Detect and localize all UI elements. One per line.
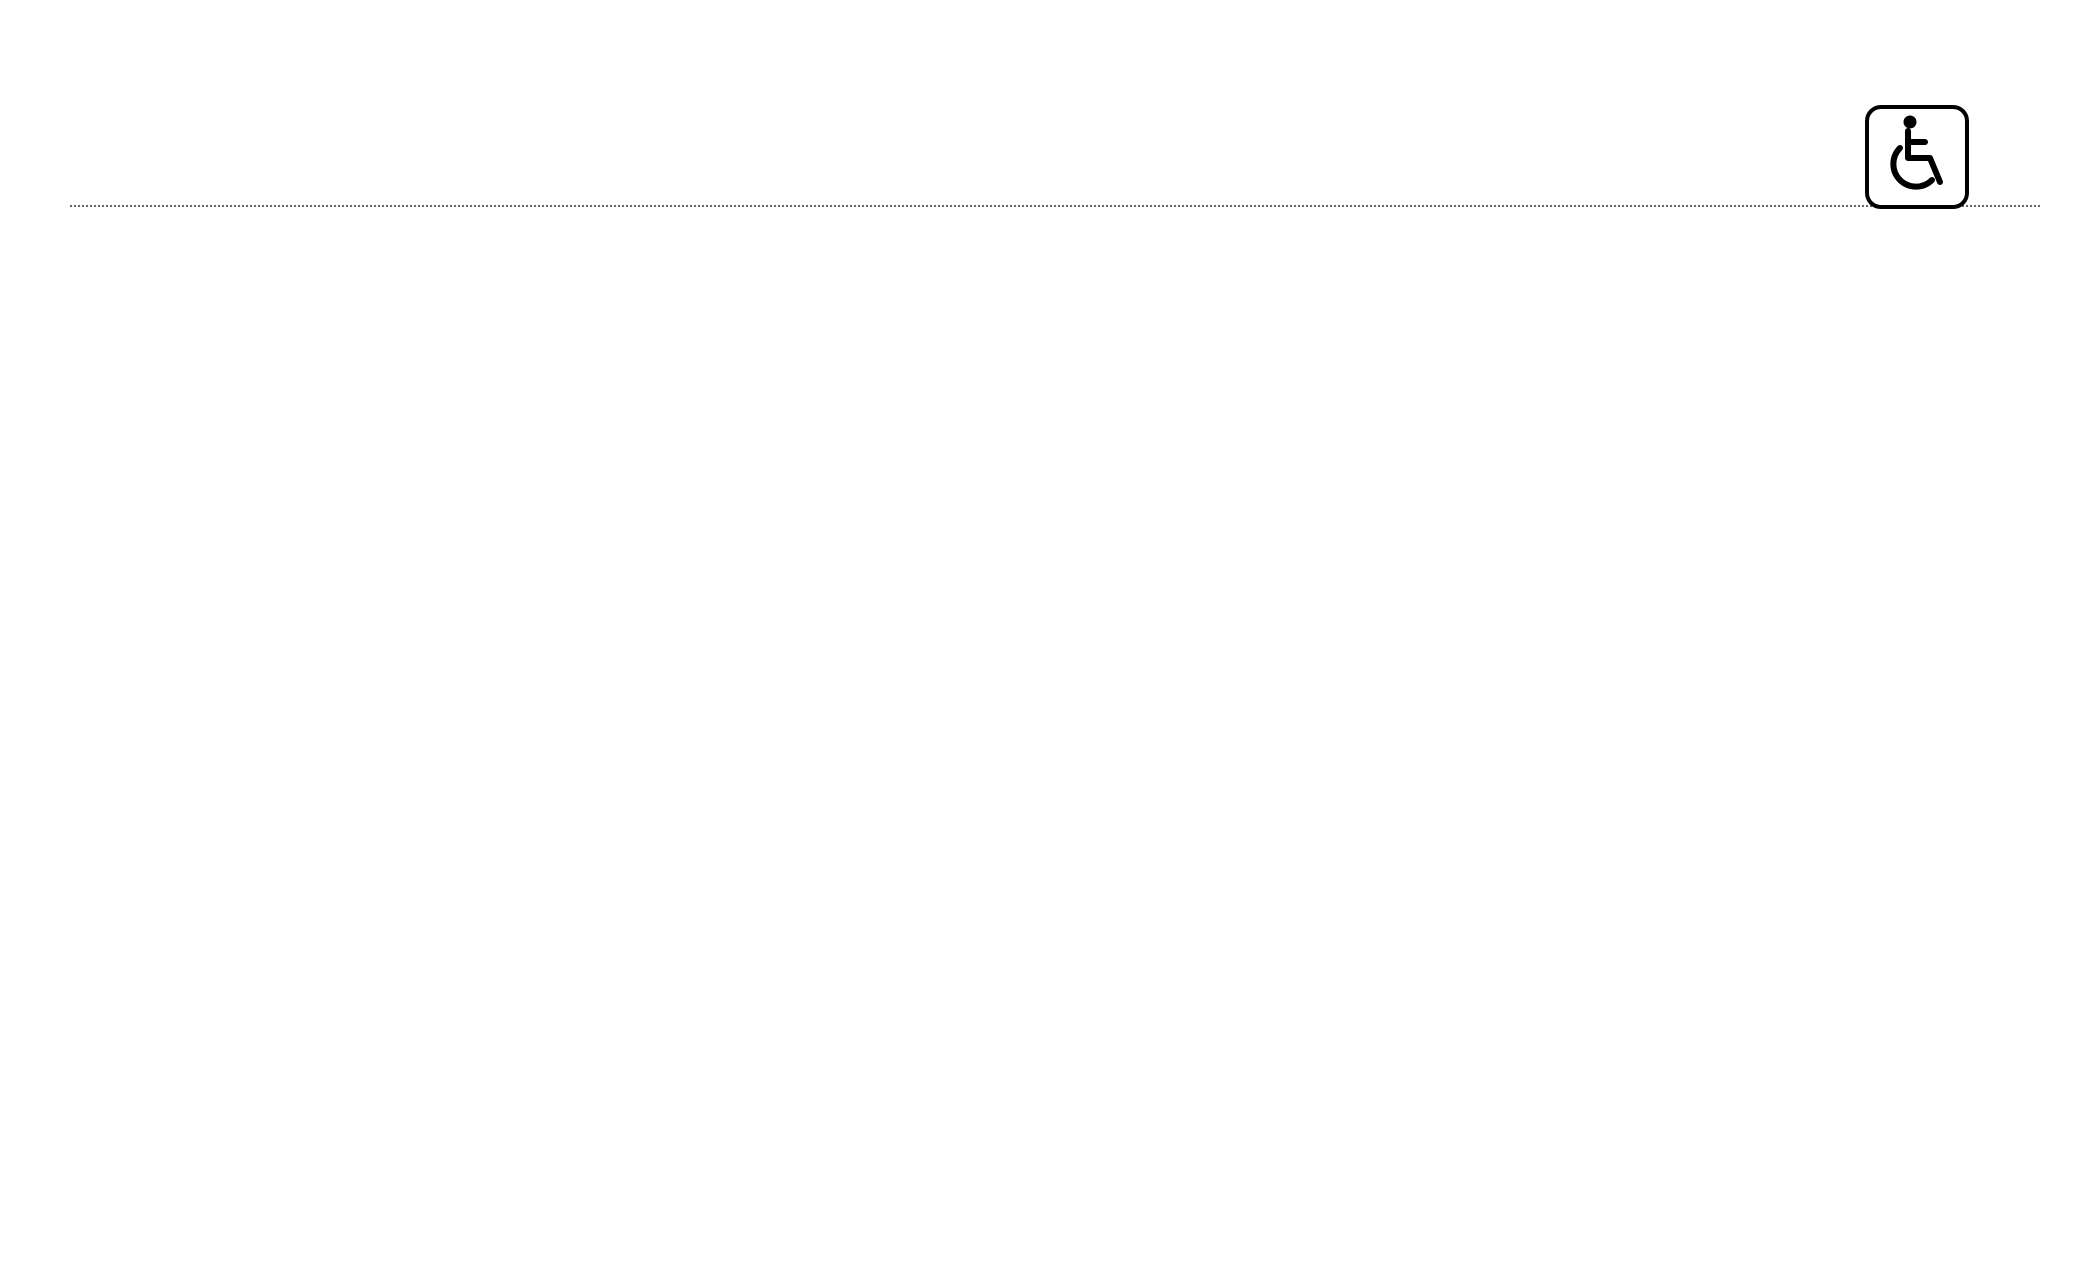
dotted-divider	[70, 205, 2040, 207]
wheelchair-icon	[1865, 105, 1969, 209]
calendar-grid	[68, 252, 2042, 1150]
